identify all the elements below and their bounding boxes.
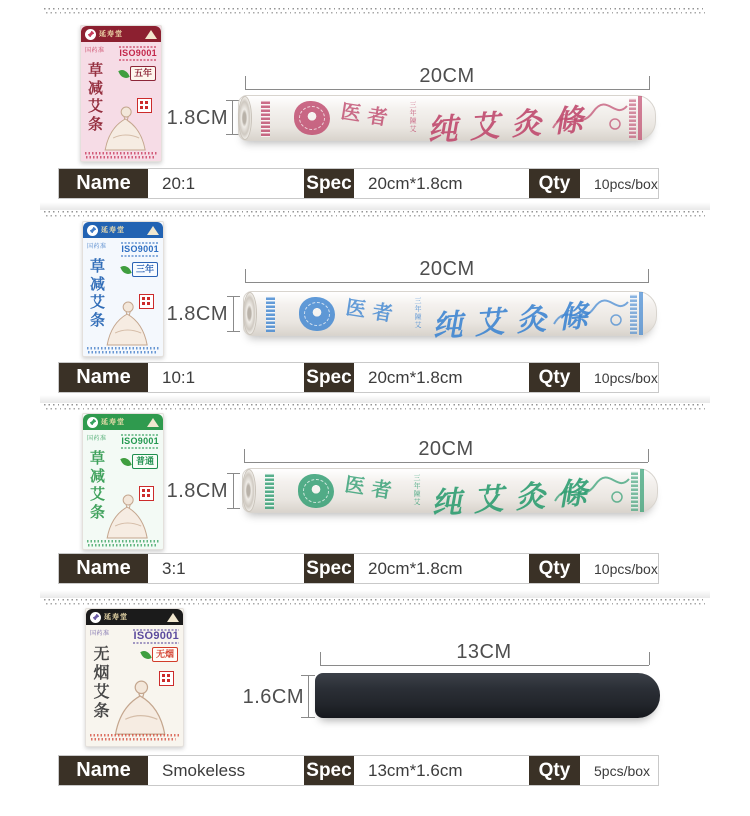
grade-row	[120, 66, 156, 81]
grade-label: 三年	[132, 262, 158, 277]
length-dimension-line	[320, 665, 649, 666]
dimension-tick	[226, 100, 239, 101]
triangle-icon	[167, 613, 179, 622]
brand-logo-icon	[87, 225, 98, 236]
leaf-icon	[140, 648, 151, 660]
registration-text: 国药准	[90, 631, 110, 637]
section-ratio-3-1	[0, 409, 750, 599]
qty-header: Qty	[529, 554, 580, 583]
stick-small-text: 三年陳艾	[409, 101, 416, 133]
sheet-edge-shadow	[40, 590, 710, 598]
spec-value: 20cm*1.8cm	[368, 558, 463, 578]
diameter-dimension-line	[308, 675, 309, 718]
box-title-vertical: 无烟艾条	[91, 645, 110, 721]
product-box-photo	[82, 221, 164, 357]
box-subheader	[86, 625, 183, 645]
spec-table-row	[58, 755, 659, 786]
stick-outline-text: 医者	[343, 471, 401, 505]
length-dimension-line	[245, 89, 650, 90]
spec-header: Spec	[304, 169, 354, 198]
spec-table-row	[58, 553, 659, 584]
stick-small-text: 三年陳艾	[414, 297, 421, 329]
diameter-dimension-label: 1.8CM	[166, 303, 228, 325]
grade-label: 普通	[132, 454, 158, 469]
stick-print-band	[265, 473, 274, 509]
grade-row	[142, 647, 178, 662]
sheet-edge-shadow	[40, 202, 710, 210]
spec-table-row	[58, 168, 659, 199]
iso-certification: ISO9001	[121, 241, 159, 258]
box-title-vertical: 草减艾条	[88, 450, 106, 522]
spec-header: Spec	[304, 756, 354, 785]
brand-logo-icon	[90, 612, 101, 623]
box-fineprint	[90, 734, 179, 744]
dimension-tick	[227, 296, 240, 297]
stick-ring-band	[629, 98, 636, 138]
name-value: 20:1	[162, 173, 196, 193]
spec-value: 13cm*1.6cm	[368, 760, 463, 780]
length-dimension-line	[245, 282, 649, 283]
triangle-icon	[147, 418, 159, 427]
dimension-tick	[649, 652, 650, 665]
diameter-dimension-line	[232, 100, 233, 135]
product-box-photo	[80, 25, 162, 162]
name-value: 3:1	[162, 558, 186, 578]
leaf-icon	[120, 263, 131, 275]
qty-header: Qty	[529, 363, 580, 392]
box-fineprint	[85, 152, 157, 159]
stick-ring-band	[630, 294, 637, 334]
leaf-icon	[120, 455, 131, 467]
rolled-paper-end	[243, 292, 257, 335]
name-value: 10:1	[162, 367, 196, 387]
stick-ring	[639, 292, 643, 335]
stick-small-text: 三年陳艾	[413, 474, 420, 506]
box-subheader	[81, 42, 161, 62]
iso-certification: ISO9001	[133, 628, 179, 645]
box-fineprint	[87, 540, 159, 547]
spec-value: 20cm*1.8cm	[368, 173, 463, 193]
triangle-icon	[147, 226, 159, 235]
section-ratio-20-1	[0, 10, 750, 211]
qty-value: 10pcs/box	[594, 560, 658, 577]
dimension-tick	[227, 331, 240, 332]
diameter-dimension-label: 1.8CM	[166, 107, 228, 129]
dimension-tick	[649, 76, 650, 89]
spec-value: 20cm*1.8cm	[368, 367, 463, 387]
length-dimension-label: 20CM	[418, 438, 474, 460]
length-dimension-label: 20CM	[419, 65, 475, 87]
spec-table-row	[58, 362, 659, 393]
stick-print-band	[261, 100, 270, 137]
rolled-paper-end	[242, 469, 256, 512]
length-dimension-label: 13CM	[456, 641, 512, 663]
dimension-tick	[244, 449, 245, 462]
moxa-stick-photo	[243, 291, 657, 345]
grade-label: 五年	[130, 66, 156, 81]
box-fineprint	[87, 347, 159, 354]
stick-outline-text: 医者	[339, 98, 397, 132]
dimension-tick	[227, 473, 240, 474]
dimension-tick	[301, 717, 315, 718]
section-smokeless	[0, 604, 750, 816]
brand-name: 延寿堂	[104, 614, 128, 621]
iso-certification: ISO9001	[119, 45, 157, 62]
box-header-band	[86, 609, 183, 625]
medallion-seal-icon	[294, 101, 330, 135]
registration-text: 国药准	[85, 48, 105, 54]
rolled-paper-end	[238, 96, 252, 140]
section-ratio-10-1	[0, 216, 750, 404]
box-title-vertical: 草减艾条	[86, 62, 104, 134]
stick-ring	[640, 469, 644, 512]
dragon-illustration	[553, 471, 631, 511]
brand-logo-icon	[87, 417, 98, 428]
spec-header: Spec	[304, 363, 354, 392]
name-header: Name	[59, 554, 148, 583]
sheet-edge-shadow	[40, 395, 710, 403]
diameter-dimension-label: 1.6CM	[242, 686, 304, 708]
dimension-tick	[245, 269, 246, 282]
brand-name: 延寿堂	[101, 227, 125, 234]
sage-illustration	[108, 677, 172, 737]
stick-ring-band	[631, 471, 638, 511]
diameter-dimension-line	[233, 473, 234, 509]
name-header: Name	[59, 169, 148, 198]
grade-row	[122, 454, 158, 469]
brand-name: 延寿堂	[101, 419, 125, 426]
stick-print-text: 纯艾灸條	[426, 102, 597, 149]
diameter-dimension-label: 1.8CM	[166, 480, 228, 502]
grade-label: 无烟	[152, 647, 178, 662]
dimension-tick	[301, 675, 315, 676]
box-subheader	[83, 430, 163, 450]
name-header: Name	[59, 363, 148, 392]
name-header: Name	[59, 756, 148, 785]
dragon-illustration	[551, 98, 629, 138]
qty-value: 10pcs/box	[594, 369, 658, 386]
name-value: Smokeless	[162, 760, 246, 780]
dragon-illustration	[552, 294, 630, 334]
box-subheader	[83, 238, 163, 258]
brand-logo-icon	[85, 29, 96, 40]
box-header-band	[83, 222, 163, 238]
dimension-tick	[245, 76, 246, 89]
dimension-tick	[320, 652, 321, 665]
box-header-band	[83, 414, 163, 430]
spec-header: Spec	[304, 554, 354, 583]
qty-value: 5pcs/box	[594, 762, 651, 779]
moxa-stick-photo	[238, 95, 656, 149]
leaf-icon	[118, 67, 129, 79]
registration-text: 国药准	[87, 244, 107, 250]
grade-row	[122, 262, 158, 277]
diameter-dimension-line	[233, 296, 234, 332]
medallion-seal-icon	[298, 474, 334, 508]
length-dimension-label: 20CM	[419, 258, 475, 280]
brand-name: 延寿堂	[99, 31, 123, 38]
length-dimension-line	[244, 462, 648, 463]
dimension-tick	[226, 134, 239, 135]
stick-outline-text: 医者	[344, 294, 402, 328]
qty-header: Qty	[529, 756, 580, 785]
smokeless-stick-photo	[315, 673, 660, 718]
stick-ring	[638, 96, 642, 140]
stick-print-text: 纯艾灸條	[430, 475, 601, 522]
qty-header: Qty	[529, 169, 580, 198]
medallion-seal-icon	[299, 297, 335, 331]
dimension-tick	[227, 508, 240, 509]
box-title-vertical: 草减艾条	[88, 258, 106, 330]
triangle-icon	[145, 30, 157, 39]
iso-certification: ISO9001	[121, 433, 159, 450]
dimension-tick	[648, 449, 649, 462]
dimension-tick	[648, 269, 649, 282]
stick-print-band	[266, 296, 275, 332]
registration-text: 国药准	[87, 436, 107, 442]
stick-print-text: 纯艾灸條	[431, 298, 602, 345]
product-box-photo	[85, 608, 184, 747]
qty-value: 10pcs/box	[594, 175, 658, 192]
box-header-band	[81, 26, 161, 42]
moxa-stick-photo	[242, 468, 658, 522]
